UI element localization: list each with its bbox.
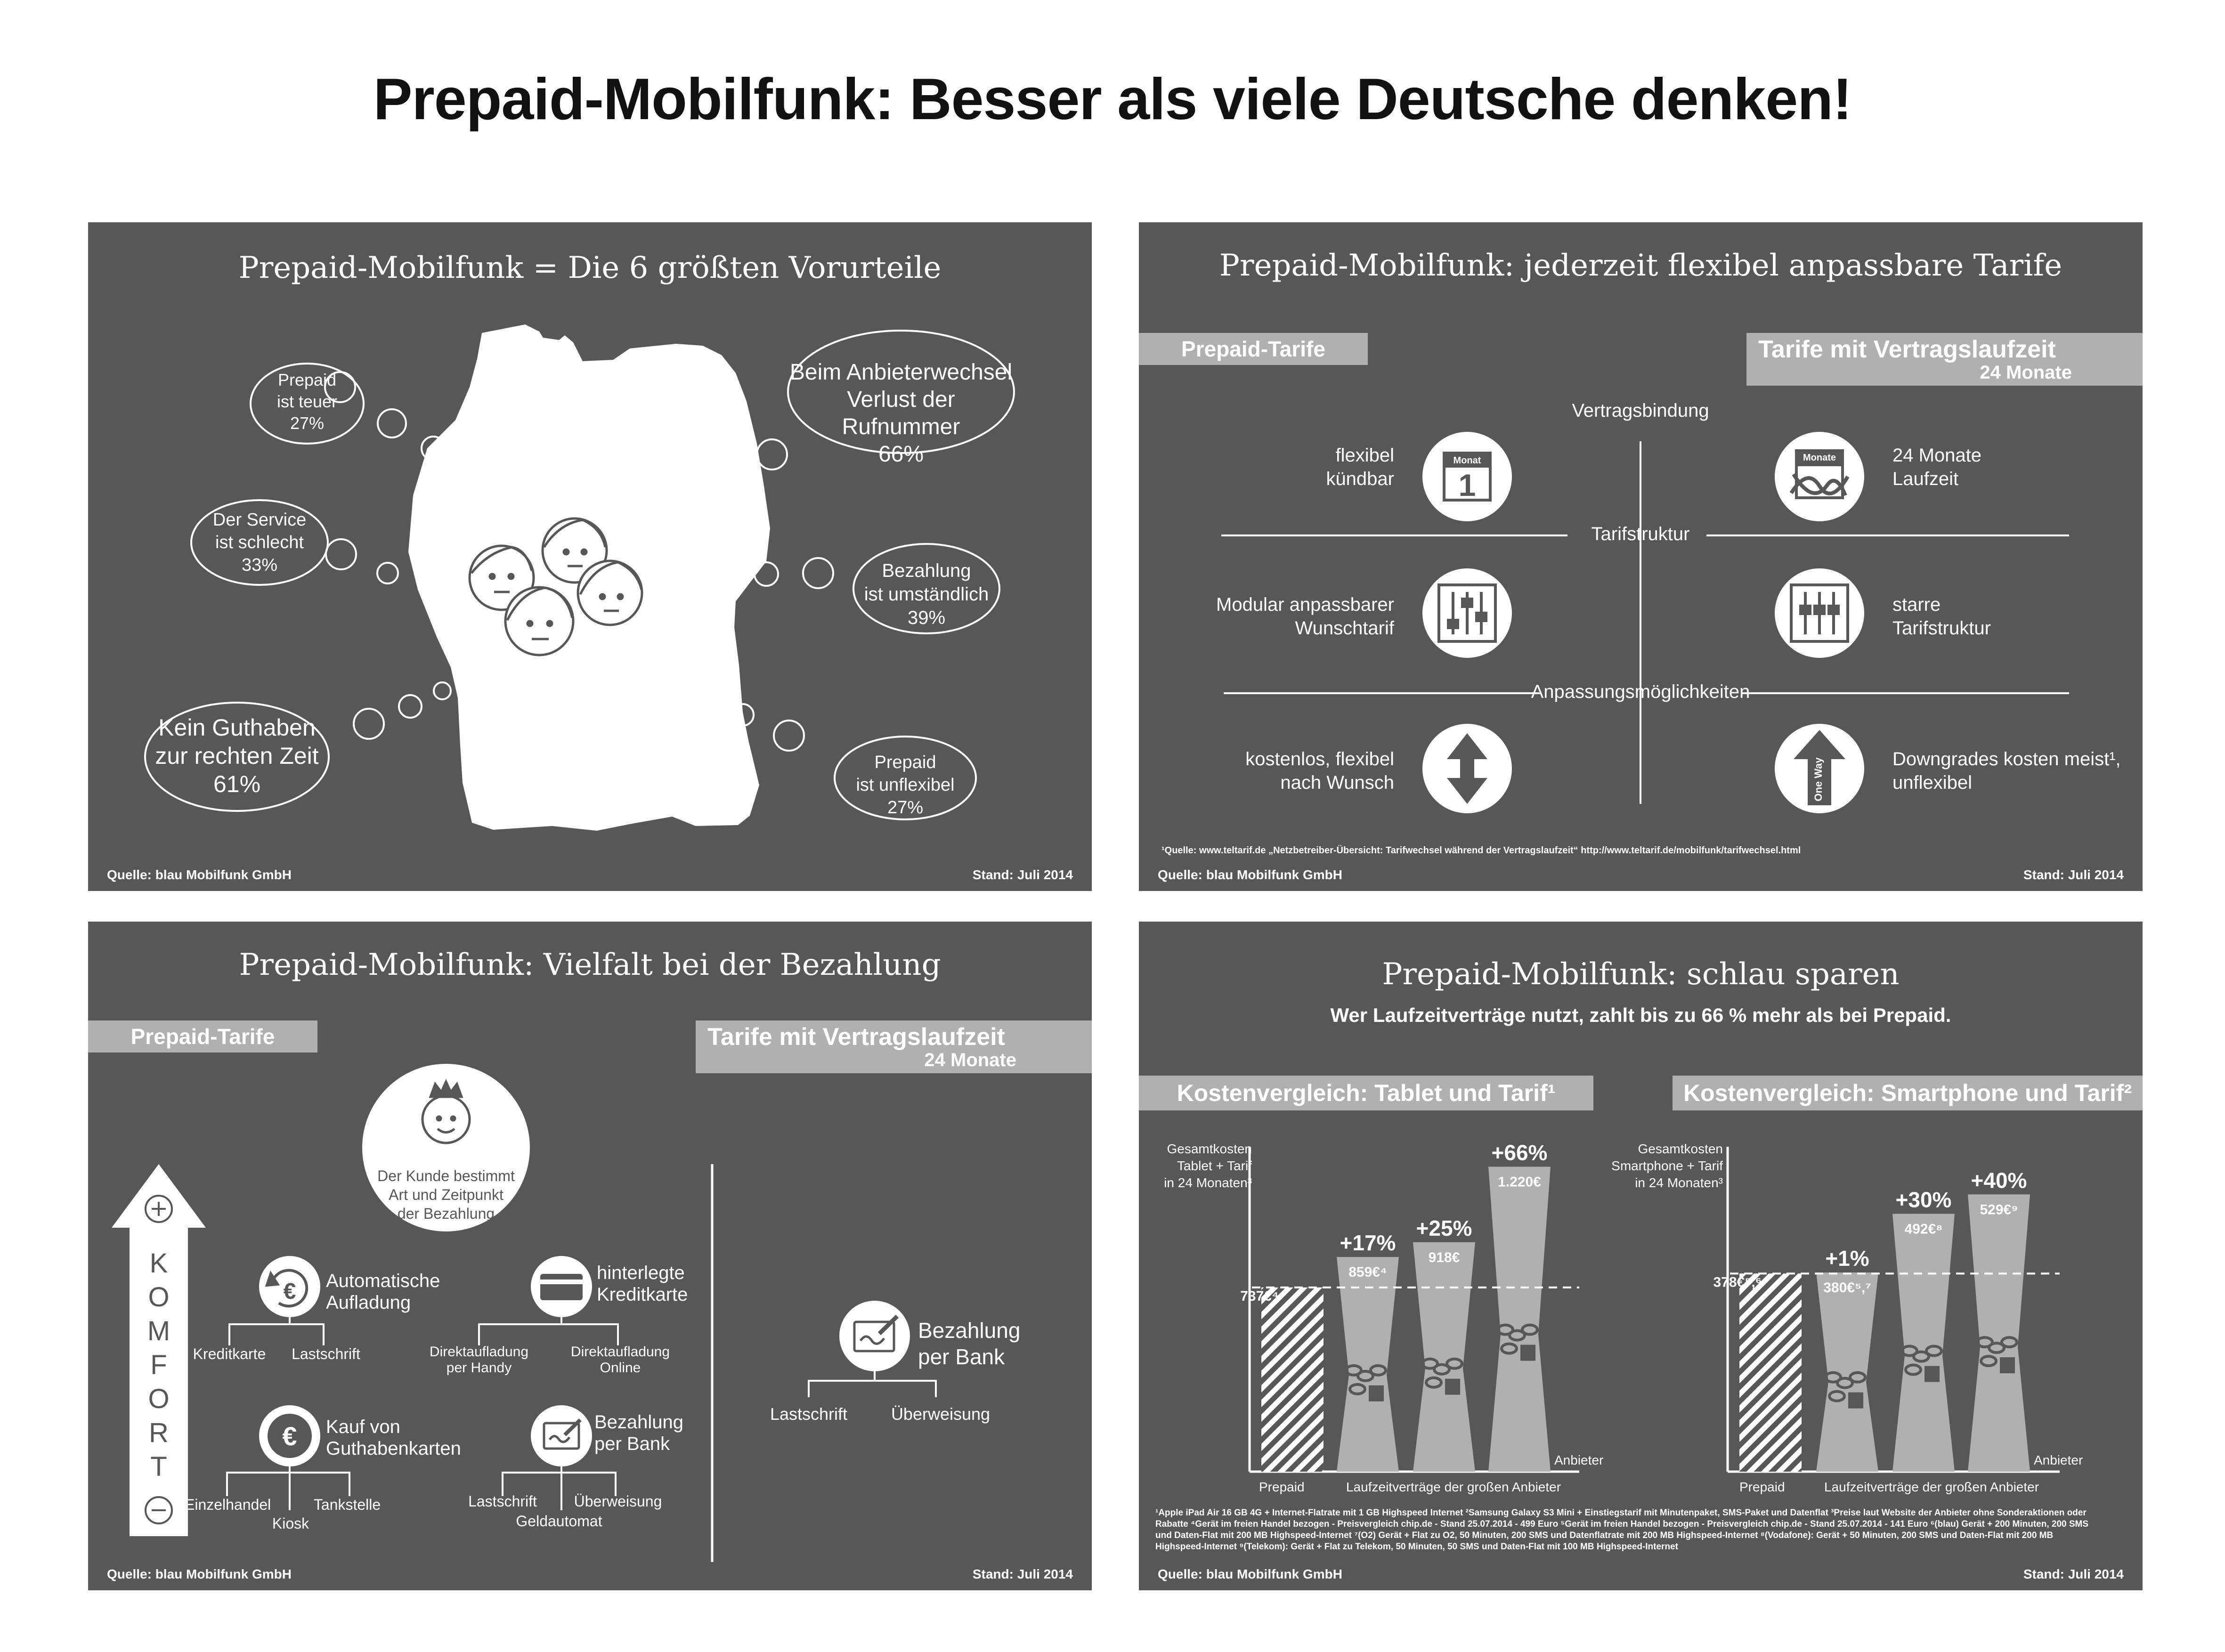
pct-label: +40% (1971, 1168, 2027, 1193)
header-prepaid: Prepaid-Tarife (1139, 333, 1368, 365)
cat-tarifstruktur: Tarifstruktur (1591, 524, 1690, 544)
bubble-teuer: Prepaid ist teuer 27% (276, 370, 338, 433)
calendar-label: Monat (1453, 455, 1481, 466)
row1-right: 24 Monate Laufzeit (1892, 445, 1982, 489)
kk-handy: Direktaufladung per Handy (429, 1344, 529, 1376)
pct-label: +30% (1895, 1187, 1952, 1212)
value-label: 918€ (1428, 1249, 1460, 1265)
value-label: 378€⁵,⁶ (1713, 1274, 1762, 1290)
value-label: 1.220€ (1498, 1174, 1541, 1190)
chart1-x-prepaid: Prepaid (1259, 1480, 1305, 1494)
header-vertrag: Tarife mit Vertragslaufzeit 24 Monate (696, 1020, 1092, 1073)
pct-label: +66% (1491, 1140, 1548, 1165)
chart1-x-anbieter: Anbieter (1554, 1453, 1604, 1467)
kunde-text: Der Kunde bestimmt Art und Zeitpunkt der Bezahlung (377, 1167, 515, 1222)
main-title: Prepaid-Mobilfunk: Besser als viele Deutsche denken! (373, 67, 1852, 132)
panel-title: Prepaid-Mobilfunk: jederzeit flexibel anpassbare Tarife (1219, 248, 2063, 283)
value-label: 492€⁸ (1904, 1221, 1943, 1237)
bank-lastschrift: Lastschrift (468, 1493, 537, 1510)
value-label: 859€⁴ (1348, 1264, 1387, 1280)
bar-tablet: Kostenvergleich: Tablet und Tarif¹ (1139, 1076, 1593, 1110)
panel-sparen (1139, 922, 2143, 1590)
source-label: Quelle: blau Mobilfunk GmbH (107, 1567, 292, 1581)
bank-geldautomat: Geldautomat (516, 1513, 602, 1530)
panel-tarife (1139, 222, 2143, 891)
bubble-guthaben: Kein Guthaben zur rechten Zeit 61% (155, 714, 319, 797)
row3-right: Downgrades kosten meist¹, unflexibel (1892, 749, 2121, 793)
row3-left: kostenlos, flexibel nach Wunsch (1245, 749, 1394, 793)
stand-label: Stand: Juli 2014 (2023, 867, 2124, 882)
bank-label: Bezahlung per Bank (594, 1412, 684, 1454)
panel-bezahlung (88, 922, 1092, 1590)
bezahlung-graphic (88, 922, 1092, 1590)
cat-vertragsbindung: Vertragsbindung (1572, 400, 1709, 421)
panel-title: Prepaid-Mobilfunk = Die 6 größten Vorurteile (238, 251, 942, 285)
row2-right: starre Tarifstruktur (1892, 594, 1991, 639)
footnote: ¹Quelle: www.teltarif.de „Netzbetreiber-Übersicht: Tarifwechsel während der Vertragslaufzeit“ http://www.teltarif.de/mobilfunk/tarifwechsel.html (1161, 845, 1801, 856)
row2-left: Modular anpassbarer Wunschtarif (1216, 594, 1394, 639)
bar-laufzeitvertrag (1488, 1166, 1551, 1472)
stand-label: Stand: Juli 2014 (972, 867, 1073, 882)
oneway-label: One Way (1812, 757, 1824, 802)
credit-card-icon (540, 1274, 583, 1300)
bank-ueberweisung: Überweisung (574, 1493, 662, 1510)
kauf-tankstelle: Tankstelle (313, 1496, 381, 1513)
value-label: 380€⁵,⁷ (1823, 1280, 1871, 1296)
pct-label: +1% (1825, 1246, 1869, 1271)
pct-label: +25% (1416, 1215, 1472, 1240)
pct-label: +17% (1340, 1231, 1396, 1255)
euro-symbol: € (282, 1421, 297, 1451)
source-label: Quelle: blau Mobilfunk GmbH (1158, 867, 1342, 882)
bar-laufzeitvertrag (1892, 1214, 1955, 1472)
euro-cycle-symbol: € (283, 1279, 296, 1304)
ylabel-right: Gesamtkosten Smartphone + Tarif in 24 Monaten³ (1611, 1142, 1723, 1190)
chart2-marks (1713, 1168, 2060, 1472)
chart2-x-anbieter: Anbieter (2034, 1453, 2083, 1467)
chart1-x-group: Laufzeitverträge der großen Anbieter (1346, 1480, 1561, 1494)
bar-laufzeitvertrag (1816, 1272, 1878, 1472)
ylabel-left: Gesamtkosten Tablet + Tarif in 24 Monaten³ (1164, 1142, 1252, 1190)
bar-laufzeitvertrag (1337, 1257, 1399, 1472)
bar-prepaid (1739, 1273, 1802, 1472)
kauf-kiosk: Kiosk (272, 1515, 309, 1532)
kk-online: Direktaufladung Online (570, 1344, 670, 1376)
header-vertrag: Tarife mit Vertragslaufzeit 24 Monate (1746, 333, 2143, 386)
calendar-label-right: Monate (1803, 453, 1836, 463)
row1-left: flexibel kündbar (1326, 445, 1394, 489)
bar-smartphone: Kostenvergleich: Smartphone und Tarif² (1673, 1076, 2143, 1110)
source-label: Quelle: blau Mobilfunk GmbH (107, 867, 292, 882)
bubble-rufnummer: Beim Anbieterwechsel Verlust der Rufnummer 66% (789, 360, 1013, 467)
footnotes: ¹Apple iPad Air 16 GB 4G + Internet-Flatrate mit 1 GB Highspeed Internet ²Samsung Galaxy S3 Mini + Einstiegstarif mit Minutenpaket, SMS-Paket und Datenflat ³Preise laut Website der Anbieter ohne Sonderaktionen oder Rabatte ⁴Gerät im freien Handel bezogen - Preisvergleich chip.de - Stand 25.07.2014 - 499 Euro ⁵Gerät im freien Handel bezogen - Preisvergleich chip.de - Stand 25.07.2014 - 141 Euro ⁶(blau) Gerät + 200 Minuten, 200 SMS und Daten-Flat mit 200 MB Highspeed-Internet ⁷(O2) Gerät + Flat zu O2, 50 Minuten, 200 SMS und Datenflatrate mit 200 MB Highspeed-Internet ⁸(Vodafone): Gerät + 50 Minuten, 200 SMS und Daten-Flat mit 200 MB Highspeed-Internet ⁹(Telekom): Gerät + Flat zu Telekom, 50 Minuten, 50 SMS und Daten-Flat mit 100 MB Highspeed-Internet (1155, 1508, 2089, 1552)
kreditkarte-label: hinterlegte Kreditkarte (597, 1263, 688, 1305)
chart2-x-group: Laufzeitverträge der großen Anbieter (1824, 1480, 2039, 1494)
stand-label: Stand: Juli 2014 (2023, 1567, 2124, 1581)
panel-subtitle: Wer Laufzeitverträge nutzt, zahlt bis zu 66 % mehr als bei Prepaid. (1330, 1004, 1951, 1026)
source-label: Quelle: blau Mobilfunk GmbH (1158, 1567, 1342, 1581)
bar-prepaid (1261, 1288, 1324, 1472)
bar-laufzeitvertrag (1968, 1194, 2030, 1472)
calendar-number: 1 (1458, 468, 1476, 502)
panel-title: Prepaid-Mobilfunk: schlau sparen (1382, 957, 1900, 992)
komfort-label: K O M F O R T (147, 1248, 171, 1482)
value-label: 737€⁴ (1240, 1288, 1279, 1304)
value-label: 529€⁹ (1980, 1202, 2018, 1218)
panel-vorurteile (88, 222, 1092, 891)
chart2-x-prepaid: Prepaid (1739, 1480, 1785, 1494)
chart1-marks (1240, 1140, 1579, 1472)
auto-kreditkarte: Kreditkarte (193, 1345, 266, 1362)
stand-label: Stand: Juli 2014 (972, 1567, 1073, 1581)
bubble-bezahlung: Bezahlung ist umständlich 39% (864, 560, 989, 628)
cat-anpassung: Anpassungsmöglichkeiten (1531, 681, 1750, 702)
kauf-label: Kauf von Guthabenkarten (326, 1417, 461, 1459)
auto-lastschrift: Lastschrift (292, 1345, 360, 1362)
bubble-unflexibel: Prepaid ist unflexibel 27% (856, 753, 955, 818)
right-bank-lastschrift: Lastschrift (770, 1404, 848, 1424)
auto-aufladung: Automatische Aufladung (326, 1271, 440, 1313)
kauf-einzelhandel: Einzelhandel (185, 1496, 271, 1513)
right-bank-ueberweisung: Überweisung (891, 1404, 991, 1424)
right-bank-label: Bezahlung per Bank (918, 1318, 1021, 1369)
bubble-service: Der Service ist schlecht 33% (212, 510, 307, 575)
panel-title: Prepaid-Mobilfunk: Vielfalt bei der Bezahlung (239, 947, 941, 982)
header-prepaid: Prepaid-Tarife (88, 1020, 317, 1053)
bar-laufzeitvertrag (1413, 1242, 1475, 1472)
